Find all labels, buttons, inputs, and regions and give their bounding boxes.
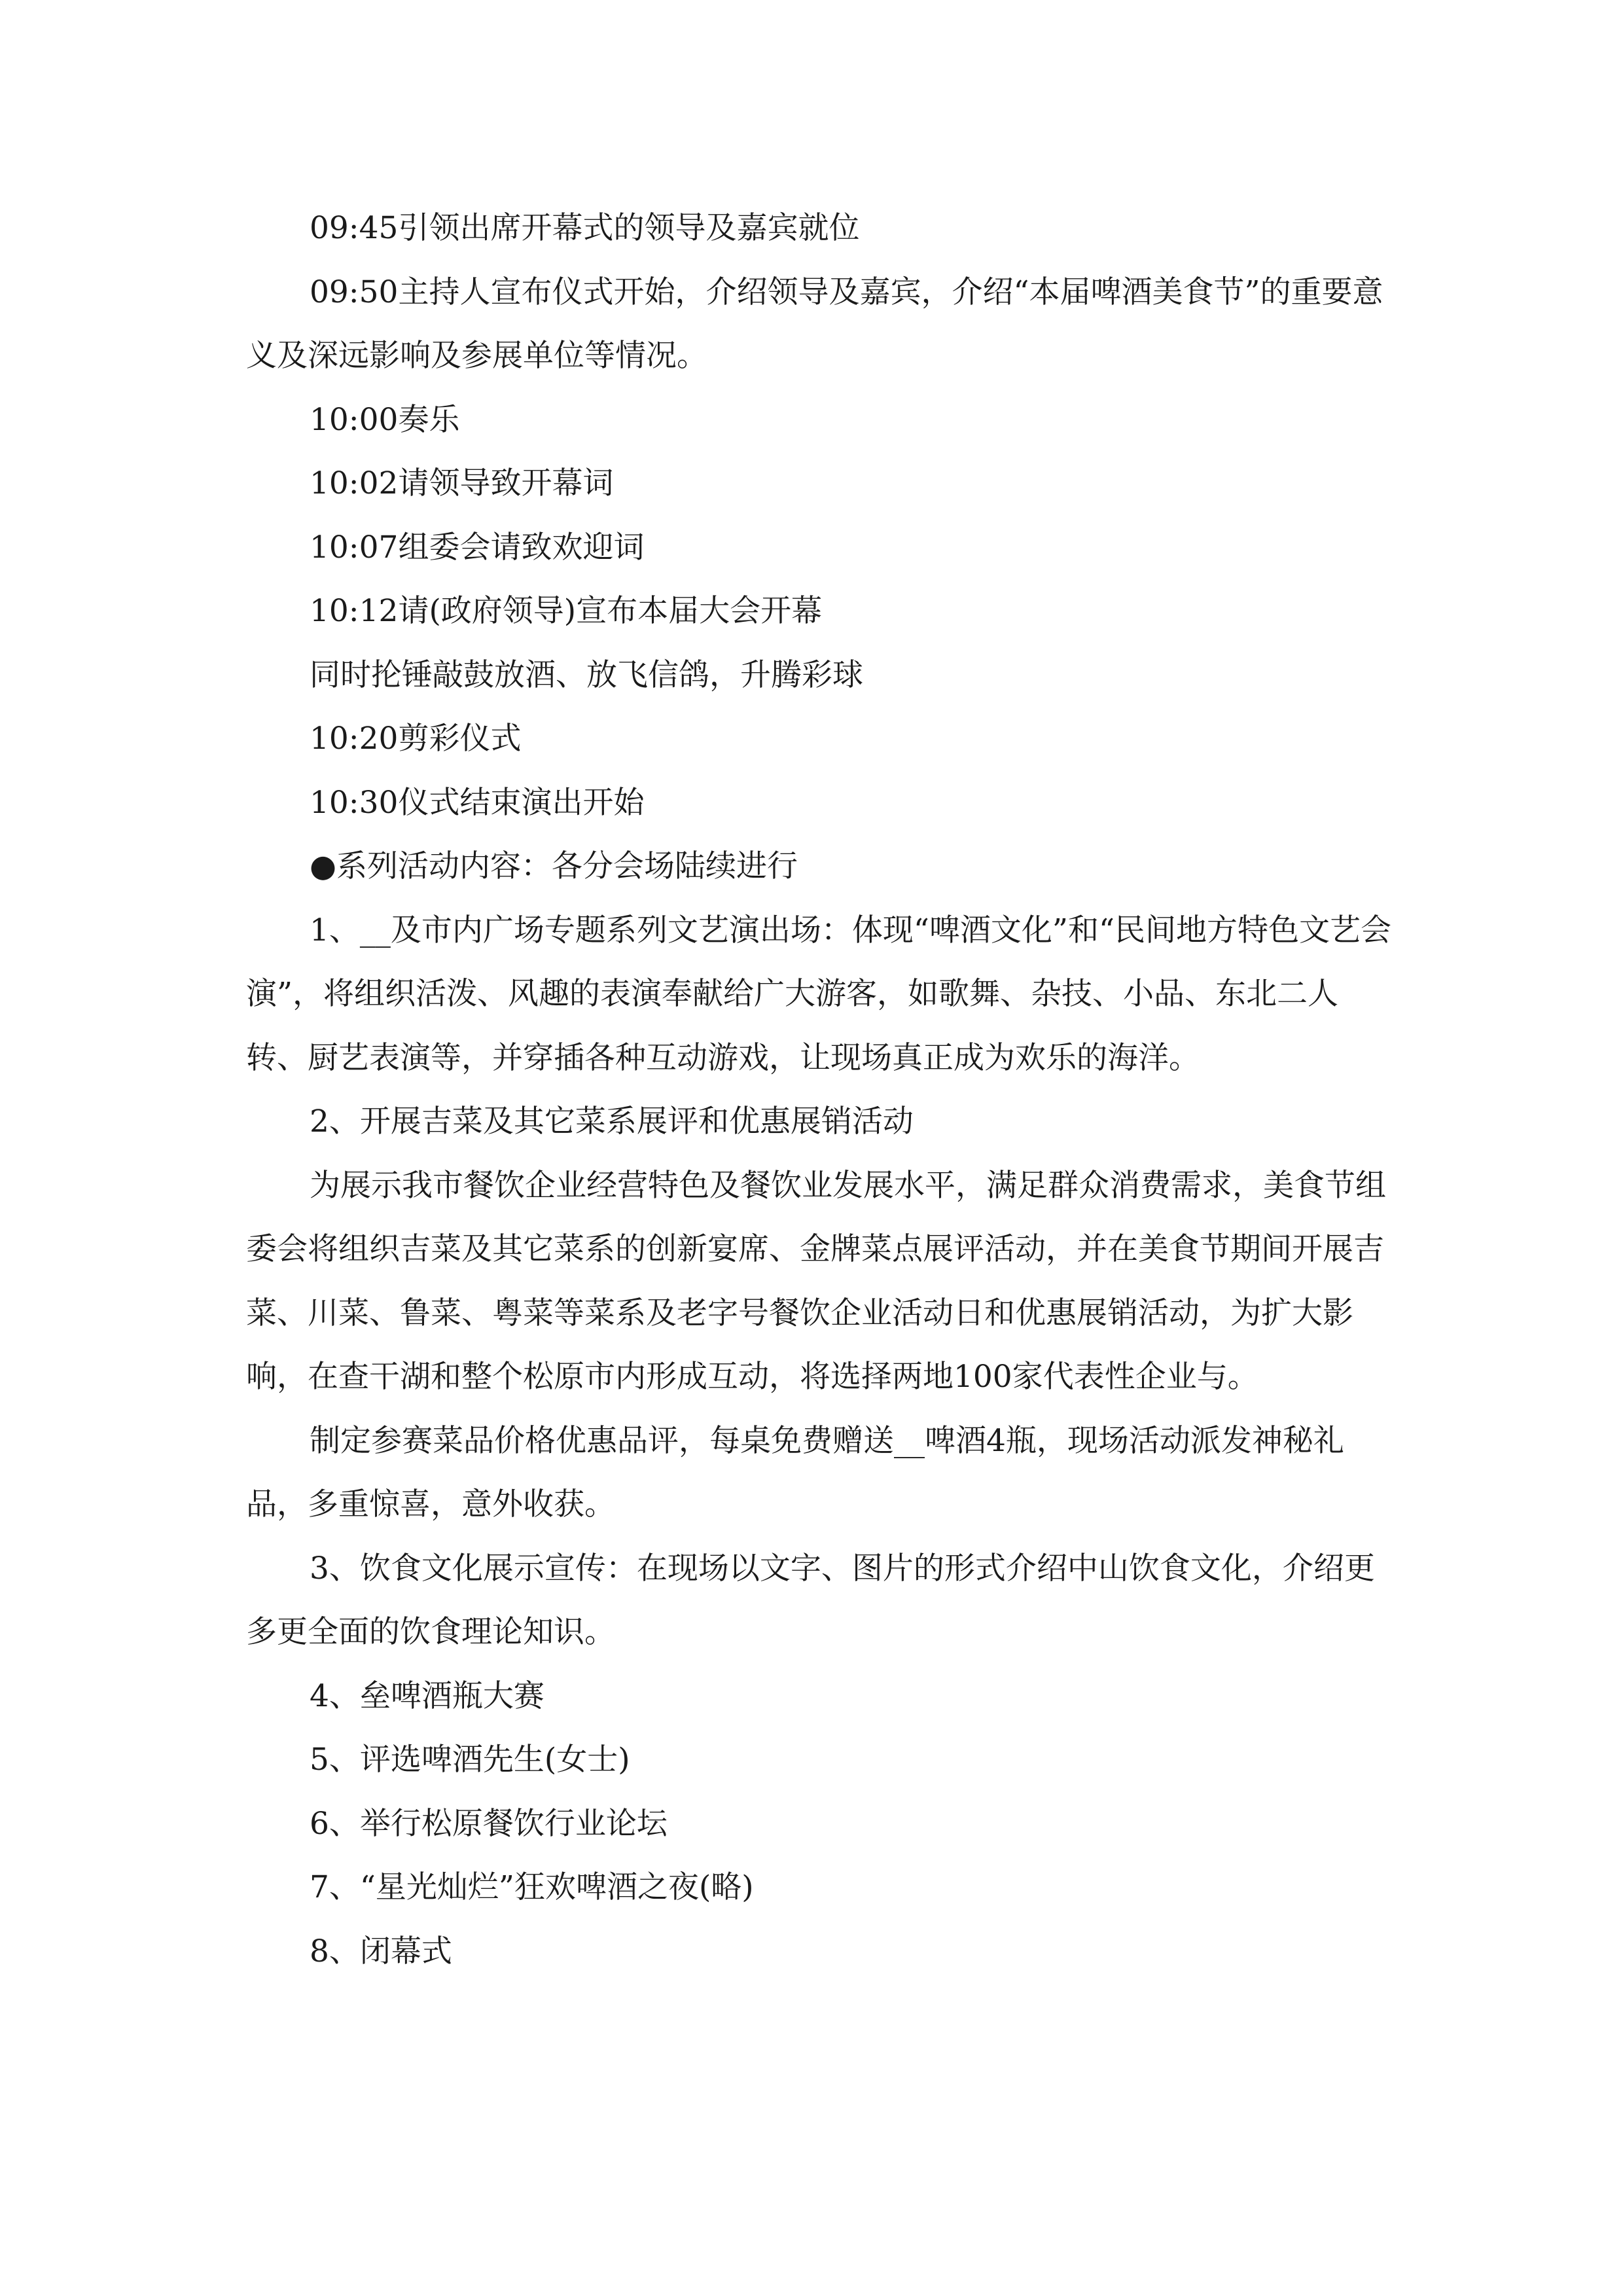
activity-item-6: 6、举行松原餐饮行业论坛 [310,1805,668,1842]
schedule-line-0950: 09:50主持人宣布仪式开始，介绍领导及嘉宾，介绍“本届啤酒美食节”的重要意义及深远影响及参展单位等情况。 [246,274,1383,374]
schedule-line-1030: 10:30仪式结束演出开始 [310,784,645,821]
schedule-line-1020: 10:20剪彩仪式 [310,721,522,757]
schedule-line-0945: 09:45引领出席开幕式的领导及嘉宾就位 [310,210,860,246]
activity-item-1: 1、__及市内广场专题系列文艺演出场：体现“啤酒文化”和“民间地方特色文艺会演”，将组织活泼、风趣的表演奉献给广大游客，如歌舞、杂技、小品、东北二人转、厨艺表演等，并穿插各种互动游戏，让现场真正成为欢乐的海洋。 [246,912,1391,1076]
schedule-line-1007: 10:07组委会请致欢迎词 [310,529,645,565]
activity-item-7: 7、“星光灿烂”狂欢啤酒之夜(略) [310,1869,754,1905]
schedule-line-1012: 10:12请(政府领导)宣布本届大会开幕 [310,593,823,629]
activity-item-4: 4、垒啤酒瓶大赛 [310,1677,544,1714]
activity-item-2: 2、开展吉菜及其它菜系展评和优惠展销活动 [310,1103,914,1139]
activity-item-2-detail: 为展示我市餐饮企业经营特色及餐饮业发展水平，满足群众消费需求，美食节组委会将组织吉菜及其它菜系的创新宴席、金牌菜点展评活动，并在美食节期间开展吉菜、川菜、鲁菜、粤菜等菜系及老字号餐饮企业活动日和优惠展销活动，为扩大影响，在查干湖和整个松原市内形成互动，将选择两地100家代表性企业与。 [246,1167,1386,1395]
schedule-line-1000: 10:00奏乐 [310,401,460,438]
activity-item-5: 5、评选啤酒先生(女士) [310,1742,630,1778]
activity-item-8: 8、闭幕式 [310,1933,452,1969]
activity-item-3: 3、饮食文化展示宣传：在现场以文字、图片的形式介绍中山饮食文化，介绍更多更全面的饮食理论知识。 [246,1550,1375,1650]
schedule-line-simultaneous: 同时抡锤敲鼓放酒、放飞信鸽，升腾彩球 [310,656,863,693]
document-body [246,196,1398,1983]
activity-item-2-pricing: 制定参赛菜品价格优惠品评，每桌免费赠送__啤酒4瓶，现场活动派发神秘礼品，多重惊喜，意外收获。 [246,1422,1344,1522]
schedule-line-1002: 10:02请领导致开幕词 [310,465,614,501]
section-heading-activities: ●系列活动内容：各分会场陆续进行 [310,848,798,884]
